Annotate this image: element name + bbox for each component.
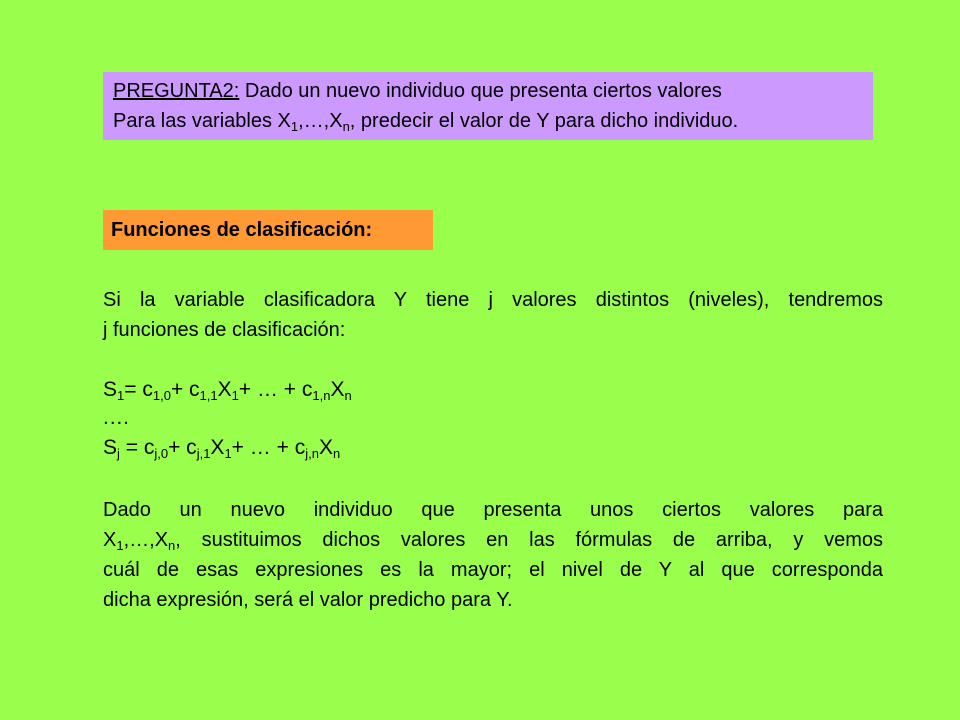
subscript: n (332, 446, 341, 461)
subscript: 1 (117, 388, 125, 403)
eq-symbol: X (318, 436, 333, 459)
eq-text: = c (124, 378, 153, 401)
equation-1 (103, 375, 352, 405)
subscript: 1 (231, 388, 239, 403)
equation-j (103, 433, 340, 463)
question-box (103, 72, 873, 140)
question-text-b: ,…,X (298, 110, 343, 132)
ellipsis: .… (103, 406, 130, 429)
paragraph-line-3: cuál de esas expresiones es la mayor; el nivel de Y al que corresponda (103, 559, 883, 581)
eq-text: = c (119, 436, 155, 459)
subscript: n (342, 119, 350, 134)
eq-text: + c (170, 378, 200, 401)
subscript: 1 (116, 538, 124, 553)
subscript: j,1 (196, 446, 211, 461)
explanation-paragraph (103, 495, 883, 615)
intro-line-1: Si la variable clasificadora Y tiene j valores distintos (niveles), tendremos (103, 289, 883, 311)
eq-symbol: X (210, 436, 225, 459)
paragraph-line-2 (103, 525, 883, 555)
subscript: 1,n (312, 388, 331, 403)
paragraph-text: X (103, 529, 117, 551)
intro-text (103, 285, 883, 345)
subscript: j,0 (154, 446, 169, 461)
subscript: 1 (224, 446, 232, 461)
subscript: j,n (305, 446, 319, 461)
section-heading: Funciones de clasificación: (103, 210, 433, 250)
eq-symbol: S (103, 436, 118, 459)
paragraph-text: ,…,X (123, 529, 169, 551)
eq-symbol: X (217, 378, 232, 401)
eq-text: + … + c (238, 378, 313, 401)
question-line-1 (113, 76, 863, 106)
subscript: n (344, 388, 352, 403)
question-text-c: , predecir el valor de Y para dicho individuo. (349, 110, 739, 132)
subscript: j (117, 446, 120, 461)
eq-symbol: S (103, 378, 118, 401)
question-text-a: Para las variables X (113, 110, 291, 132)
subscript: 1,0 (152, 388, 171, 403)
subscript: 1 (290, 119, 299, 134)
subscript: 1,1 (199, 388, 218, 403)
eq-symbol: X (330, 378, 345, 401)
paragraph-line-1: Dado un nuevo individuo que presenta unos ciertos valores para (103, 499, 883, 521)
question-line-2 (113, 106, 863, 136)
question-line-1-text: Dado un nuevo individuo que presenta ciertos valores (239, 80, 722, 102)
question-label: PREGUNTA2: (113, 80, 240, 102)
eq-text: + … + c (231, 436, 306, 459)
intro-line-2: j funciones de clasificación: (103, 319, 346, 341)
paragraph-line-4: dicha expresión, será el valor predicho para Y. (103, 589, 513, 611)
subscript: n (168, 538, 176, 553)
paragraph-text: , sustituimos dichos valores en las fórmulas de arriba, y vemos (175, 529, 883, 551)
eq-text: + c (168, 436, 197, 459)
